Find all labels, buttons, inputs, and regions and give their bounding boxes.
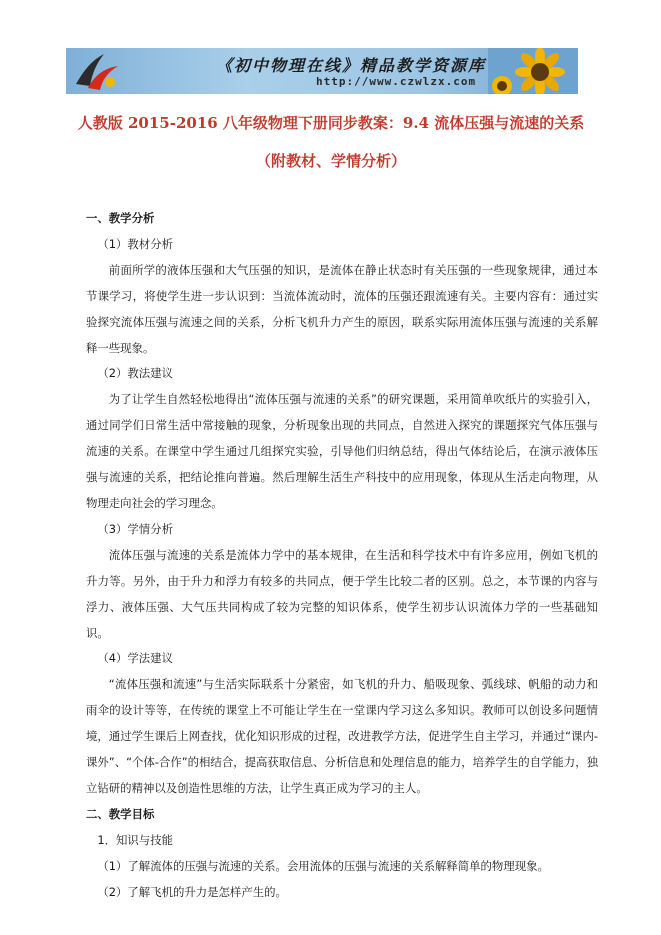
subsection-heading: （3）学情分析: [97, 521, 173, 536]
sunflower-icon: [488, 48, 578, 94]
subsection-heading: （4）学法建议: [97, 651, 173, 666]
section-heading: 二、教学目标: [86, 806, 155, 821]
banner-title: 《初中物理在线》精品教学资源库: [216, 56, 487, 75]
document-title: 人教版 2015-2016 八年级物理下册同步教案：9.4 流体压强与流速的关系（附教材、学情分析）: [77, 114, 585, 170]
section-heading: 一、教学分析: [86, 211, 155, 225]
subsection-heading: （2）教法建议: [97, 366, 173, 381]
paragraph: 流体压强与流速的关系是流体力学中的基本规律，在生活和科学技术中有许多应用，例如飞机的升力等。另外，由于升力和浮力有较多的共同点，便于学生比较二者的区别。总之，本节课的内容与浮力、液体压强、大气压共同构成了较为完整的知识体系，使学生初步认识流体力学的一些基础知识。: [86, 547, 598, 640]
paragraph: “流体压强和流速”与生活实际联系十分紧密，如飞机的升力、船吸现象、弧线球、帆船的动力和雨伞的设计等等，在传统的课堂上不可能让学生在一堂课内学习这么多知识。教师可以创设多问题情境，通过学生课后上网查找，优化知识形成的过程，改进教学方法，促进学生自主学习，并通过“课内-课外”、“个体-合作”的相结合，提高获取信息、分析信息和处理信息的能力，培养学生的自学能力，独立钻研的精神以及创造性思维的方法，让学生真正成为学习的主人。: [86, 677, 598, 795]
paragraph: 为了让学生自然轻松地得出“流体压强与流速的关系”的研究课题，采用简单吹纸片的实验引入，通过同学们日常生活中常接触的现象，分析现象出现的共同点，自然进入探究的课题探究气体压强与流速的关系。在课堂中学生通过几组探究实验，引导他们归纳总结，得出气体结论后，在演示液体压强与流速的关系，把结论推向普遍。然后理解生活生产科技中的应用现象，体现从生活走向物理，从物理走向社会的学习理念。: [86, 392, 598, 510]
banner-url: http://www.czwlzx.com: [316, 75, 477, 88]
subsection-heading: 1．知识与技能: [97, 832, 173, 847]
subsection-heading: （1）教材分析: [97, 236, 173, 251]
header-banner: [66, 48, 578, 94]
list-item: （1）了解流体的压强与流速的关系。会用流体的压强与流速的关系解释简单的物理现象。: [97, 858, 549, 873]
list-item: （2）了解飞机的升力是怎样产生的。: [97, 884, 287, 899]
site-logo-icon: [70, 50, 126, 92]
paragraph: 前面所学的液体压强和大气压强的知识，是流体在静止状态时有关压强的一些现象规律，通过本节课学习，将使学生进一步认识到：当流体流动时，流体的压强还跟流速有关。主要内容有：通过实验探究流体压强与流速之间的关系，分析飞机升力产生的原因，联系实际用流体压强与流速的关系解释一些现象。: [86, 262, 598, 355]
document-body: [86, 206, 598, 905]
